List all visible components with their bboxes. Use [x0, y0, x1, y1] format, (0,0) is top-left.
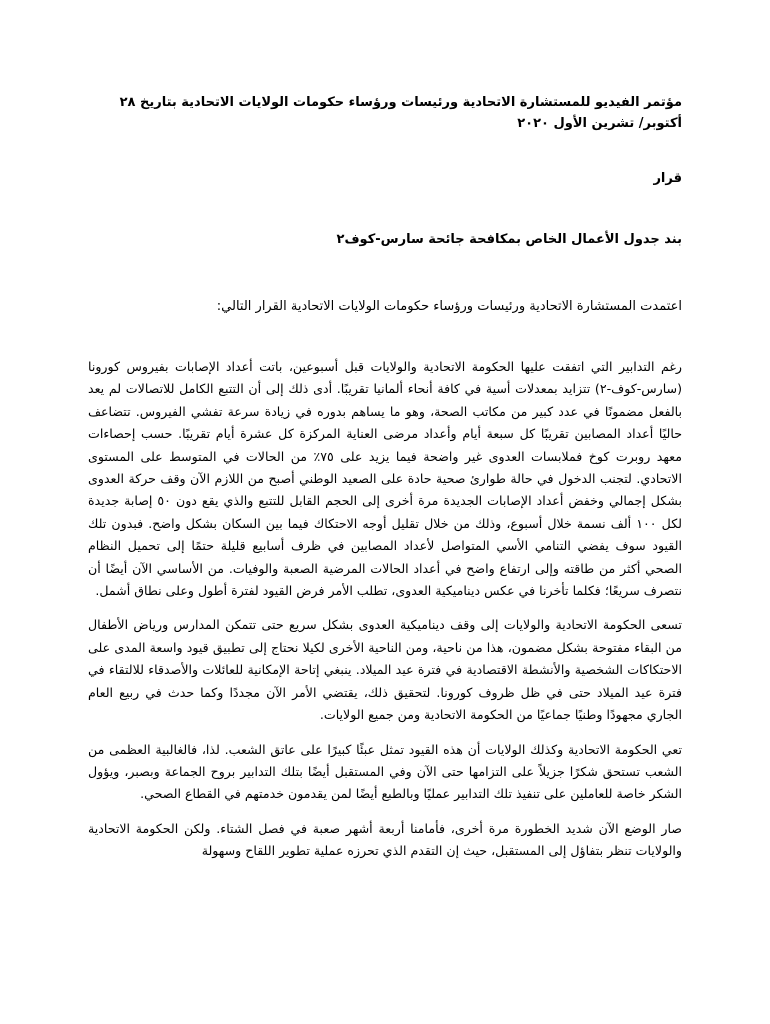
paragraph-3: تعي الحكومة الاتحادية وكذلك الولايات أن هذه القيود تمثل عبئًا كبيرًا على عاتق الشعب. لذا، فالغالبية العظمى من الشعب تستحق شكرًا جزيلاً على التزامها حتى الآن وفي المستقبل أيضًا بتلك التدابير بروح الجماعة وبصبر، ويؤول الشكر خاصة للعاملين على تنفيذ تلك التدابير عمليًا وبالطبع أيضًا لمن يقدمون خدمتهم في القطاع الصحي. — [88, 741, 682, 802]
document-title: مؤتمر الفيديو للمستشارة الاتحادية ورئيسات ورؤساء حكومات الولايات الاتحادية بتاريخ ٢٨ أكتوبر/ تشرين الأول ٢٠٢٠ — [119, 95, 682, 131]
paragraph-4: صار الوضع الآن شديد الخطورة مرة أخرى، فأمامنا أربعة أشهر صعبة في فصل الشتاء. ولكن الحكومة الاتحادية والولايات تنظر بتفاؤل إلى المستقبل، حيث إن التقدم الذي تحرزه عملية تطوير اللقاح وسهولة — [88, 820, 682, 859]
decision-heading: قرار — [653, 171, 682, 186]
paragraph-2: تسعى الحكومة الاتحادية والولايات إلى وقف ديناميكية العدوى بشكل سريع حتى تتمكن المدارس ورياض الأطفال من البقاء مفتوحة بشكل مضمون، هذا من ناحية، ومن الناحية الأخرى لكيلا نحتاج إلى تطبيق قيود واسعة المدى على الاحتكاكات الشخصية والأنشطة الاقتصادية في فترة عيد الميلاد. ينبغي إتاحة الإمكانية للعائلات والأصدقاء للالتقاء في فترة عيد الميلاد حتى في ظل ظروف كورونا. لتحقيق ذلك، يقتضي الأمر الآن مجددًا وكما حدث في ربيع العام الجاري مجهودًا وطنيًا جماعيًا من الحكومة الاتحادية ومن جميع الولايات. — [88, 617, 682, 723]
intro-text: اعتمدت المستشارة الاتحادية ورئيسات ورؤساء حكومات الولايات الاتحادية القرار التالي: — [216, 299, 682, 314]
paragraph-1: رغم التدابير التي اتفقت عليها الحكومة الاتحادية والولايات قبل أسبوعين، باتت أعداد الإصابات بفيروس كورونا (سارس-كوف-٢) تتزايد بمعدلات أسية في كافة أنحاء ألمانيا تقريبًا. أدى ذلك إلى أن التتبع الكامل للاتصالات لم يعد بالفعل مضمونًا في عدد كبير من مكاتب الصحة، وهو ما يساهم بدوره في زيادة سرعة تفشي الفيروس. تتضاعف حاليًا أعداد المصابين تقريبًا كل سبعة أيام وأعداد مرضى العناية المركزة كل عشرة أيام تقريبًا. حسب إحصاءات معهد روبرت كوخ فملابسات العدوى غير واضحة فيما يزيد على ٧٥٪ من الحالات في المتوسط على المستوى الاتحادي. لتجنب الدخول في حالة طوارئ صحية حادة على الصعيد الوطني أصبح من اللازم الآن وقف حركة العدوى بشكل إجمالي وخفض أعداد الإصابات الجديدة مرة أخرى إلى الحجم القابل للتتبع والذي يقع دون ٥٠ إصابة جديدة لكل ١٠٠ ألف نسمة خلال أسبوع، وذلك من خلال تقليل أوجه الاحتكاك فيما بين السكان بشكل واضح. فبدون تلك القيود سوف يفضي التنامي الأسي المتواصل لأعداد المصابين في ظرف أسابيع قليلة حتمًا إلى تحميل النظام الصحي أكثر من طاقته وإلى ارتفاع واضح في أعداد الحالات المرضية الصعبة والوفيات. من الأساسي الآن أيضًا أن نتصرف سريعًا؛ فكلما تأخرنا في عكس ديناميكية العدوى، تطلب الأمر فرض القيود لفترة أطول وعلى نطاق أشمل. — [88, 359, 682, 599]
agenda-heading: بند جدول الأعمال الخاص بمكافحة جائحة سارس-كوف٢ — [336, 232, 682, 247]
